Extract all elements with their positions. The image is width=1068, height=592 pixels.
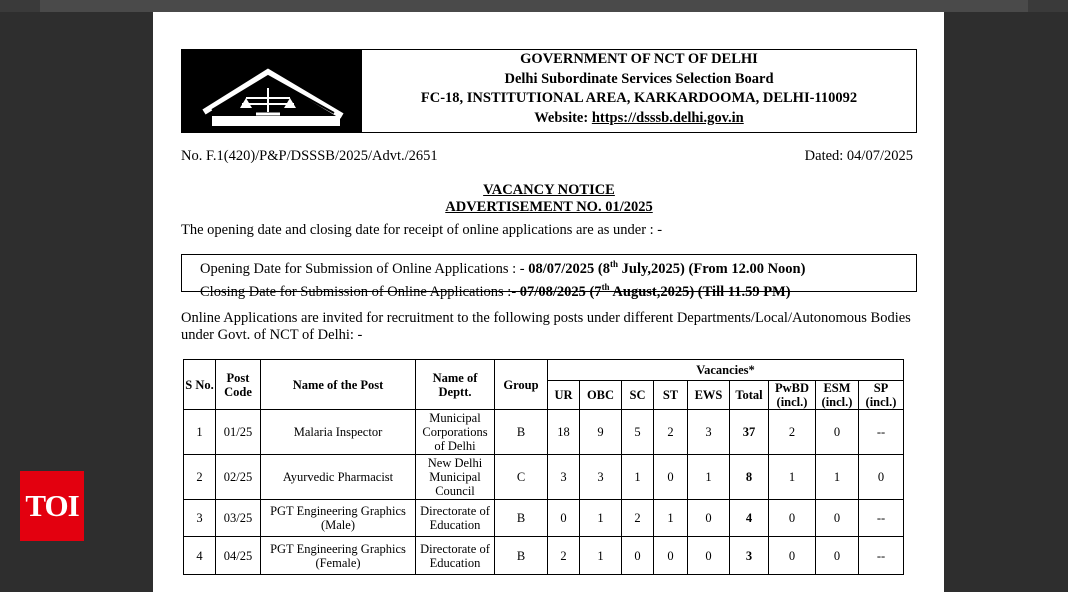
cell-ews: 3 (688, 410, 730, 455)
cell-esm: 1 (816, 455, 859, 500)
cell-ur: 2 (548, 537, 580, 575)
cell-group: C (495, 455, 548, 500)
cell-post-name: Malaria Inspector (261, 410, 416, 455)
col-esm: ESM (incl.) (816, 381, 859, 410)
opening-date-label: Opening Date for Submission of Online Applications : - (200, 260, 529, 277)
cell-sno: 4 (184, 537, 216, 575)
cell-sp: -- (859, 537, 904, 575)
closing-date-label: Closing Date for Submission of Online Applications :- (200, 283, 520, 300)
application-dates-box (181, 254, 917, 300)
cell-ur: 3 (548, 455, 580, 500)
col-post-name: Name of the Post (261, 360, 416, 410)
logo-emblem-icon (182, 50, 362, 132)
cell-obc: 1 (580, 500, 622, 537)
toi-logo: TOI (20, 471, 84, 541)
cell-pwbd: 0 (769, 537, 816, 575)
cell-esm: 0 (816, 500, 859, 537)
cell-sp: 0 (859, 455, 904, 500)
vacancy-table (183, 359, 904, 575)
cell-post-name: PGT Engineering Graphics (Female) (261, 537, 416, 575)
cell-st: 0 (654, 455, 688, 500)
cell-total: 4 (730, 500, 769, 537)
col-obc: OBC (580, 381, 622, 410)
cell-department: New Delhi Municipal Council (416, 455, 495, 500)
website-label: Website: (534, 109, 592, 126)
notice-title: VACANCY NOTICE (483, 182, 615, 198)
col-sc: SC (622, 381, 654, 410)
cell-st: 0 (654, 537, 688, 575)
cell-sno: 3 (184, 500, 216, 537)
cell-pwbd: 0 (769, 500, 816, 537)
cell-post-code: 03/25 (216, 500, 261, 537)
opening-date-line (200, 255, 916, 278)
document-page (153, 12, 944, 592)
letterhead-text (362, 50, 916, 132)
col-sno: S No. (184, 360, 216, 410)
col-vacancies: Vacancies* (548, 360, 904, 381)
cell-post-code: 04/25 (216, 537, 261, 575)
dsssb-logo (182, 50, 362, 132)
closing-date-value: 07/08/2025 (7th August,2025) (Till 11.59 PM) (519, 281, 791, 300)
cell-department: Directorate of Education (416, 537, 495, 575)
cell-st: 2 (654, 410, 688, 455)
opening-date-value: 08/07/2025 (8th July,2025) (From 12.00 Noon) (528, 259, 806, 277)
cell-ews: 0 (688, 500, 730, 537)
cell-ur: 18 (548, 410, 580, 455)
table-row (184, 410, 904, 455)
document-date: Dated: 04/07/2025 (804, 148, 913, 164)
cell-obc: 9 (580, 410, 622, 455)
cell-sp: -- (859, 410, 904, 455)
cell-esm: 0 (816, 410, 859, 455)
cell-total: 8 (730, 455, 769, 500)
cell-sc: 5 (622, 410, 654, 455)
board-name: Delhi Subordinate Services Selection Board (504, 70, 774, 87)
board-address: FC-18, INSTITUTIONAL AREA, KARKARDOOMA, DELHI-110092 (420, 90, 858, 106)
col-post-code: Post Code (216, 360, 261, 410)
cell-pwbd: 2 (769, 410, 816, 455)
cell-department: Directorate of Education (416, 500, 495, 537)
col-ur: UR (548, 381, 580, 410)
cell-post-name: PGT Engineering Graphics (Male) (261, 500, 416, 537)
table-row (184, 455, 904, 500)
col-pwbd: PwBD (incl.) (769, 381, 816, 410)
table-row (184, 500, 904, 537)
cell-obc: 1 (580, 537, 622, 575)
col-department: Name of Deptt. (416, 360, 495, 410)
top-bar (0, 0, 1068, 12)
cell-department: Municipal Corporations of Delhi (416, 410, 495, 455)
col-group: Group (495, 360, 548, 410)
cell-total: 3 (730, 537, 769, 575)
cell-sno: 1 (184, 410, 216, 455)
cell-st: 1 (654, 500, 688, 537)
col-total: Total (730, 381, 769, 410)
cell-sc: 0 (622, 537, 654, 575)
cell-total: 37 (730, 410, 769, 455)
cell-ews: 1 (688, 455, 730, 500)
reference-number: No. F.1(420)/P&P/DSSSB/2025/Advt./2651 (181, 148, 438, 164)
cell-sc: 2 (622, 500, 654, 537)
cell-post-name: Ayurvedic Pharmacist (261, 455, 416, 500)
letterhead (181, 49, 917, 133)
cell-group: B (495, 537, 548, 575)
invite-text-line1: Online Applications are invited for recruitment to the following posts under different Departments/Local/Autonomous Bodies (181, 310, 911, 326)
cell-ews: 0 (688, 537, 730, 575)
invite-text-line2: under Govt. of NCT of Delhi: - (181, 327, 363, 343)
intro-text: The opening date and closing date for receipt of online applications are as under : - (181, 222, 663, 238)
cell-post-code: 01/25 (216, 410, 261, 455)
col-ews: EWS (688, 381, 730, 410)
cell-pwbd: 1 (769, 455, 816, 500)
govt-title: GOVERNMENT OF NCT OF DELHI (520, 51, 758, 67)
advertisement-number: ADVERTISEMENT NO. 01/2025 (445, 199, 653, 215)
cell-sp: -- (859, 500, 904, 537)
cell-group: B (495, 500, 548, 537)
website-line (362, 109, 916, 129)
cell-sc: 1 (622, 455, 654, 500)
cell-group: B (495, 410, 548, 455)
cell-ur: 0 (548, 500, 580, 537)
cell-post-code: 02/25 (216, 455, 261, 500)
top-bar-inner (40, 0, 1028, 12)
col-sp: SP (incl.) (859, 381, 904, 410)
table-row (184, 537, 904, 575)
cell-esm: 0 (816, 537, 859, 575)
closing-date-line (200, 278, 916, 301)
cell-sno: 2 (184, 455, 216, 500)
col-st: ST (654, 381, 688, 410)
website-link[interactable]: https://dsssb.delhi.gov.in (591, 109, 744, 126)
cell-obc: 3 (580, 455, 622, 500)
